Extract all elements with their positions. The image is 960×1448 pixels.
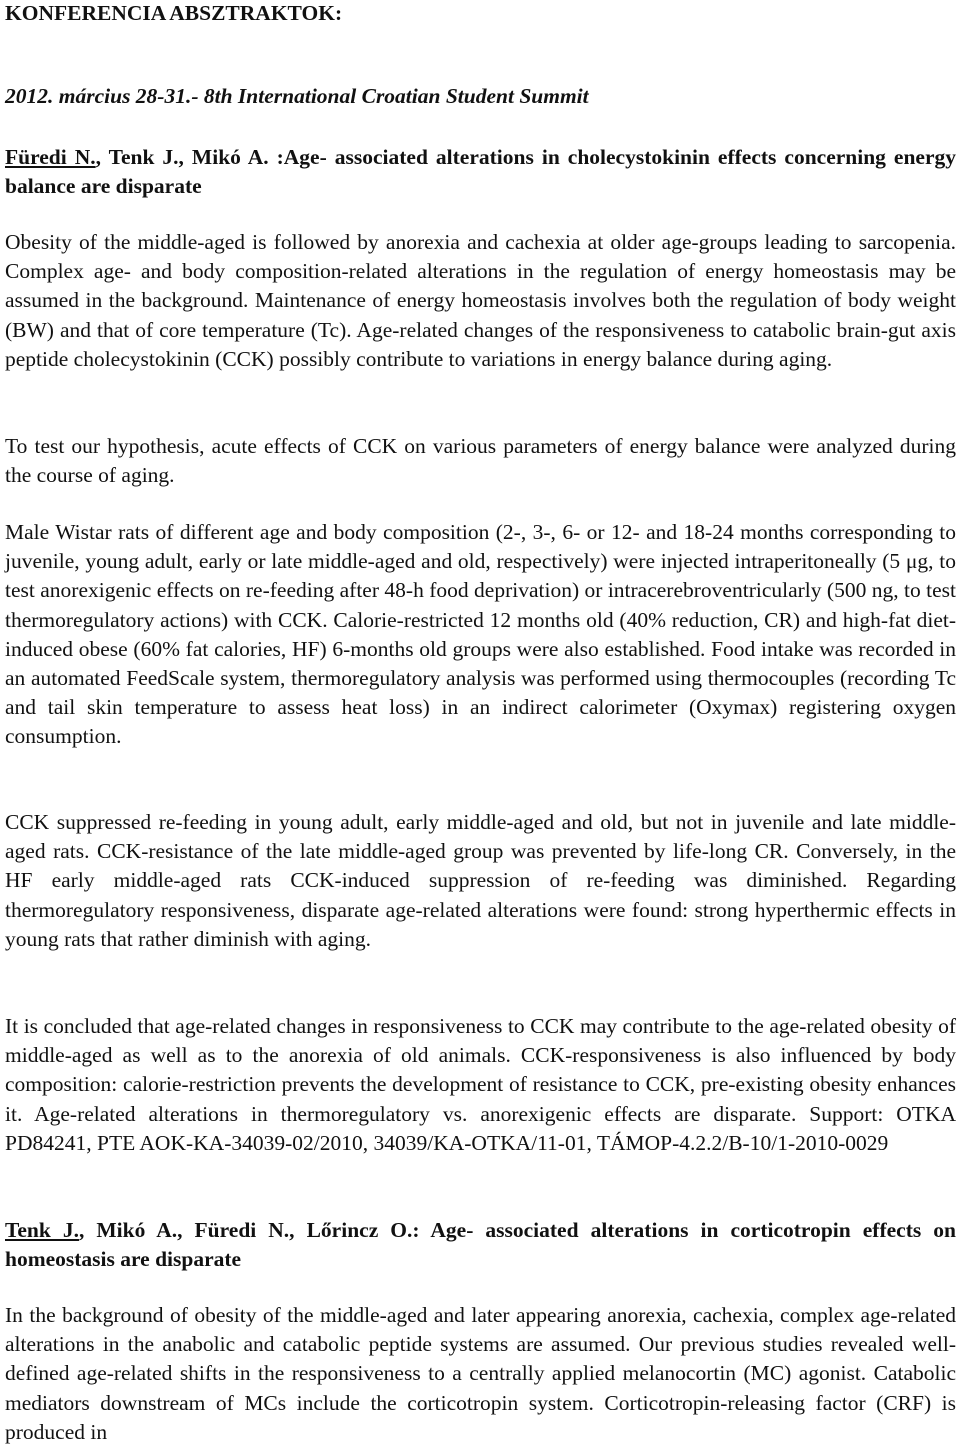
abstract-2-title: : Age- associated alterations in corticotropin effects on homeostasis are disparate (5, 1218, 956, 1271)
abstract-1-other-authors: , Tenk J., Mikó A. (95, 145, 269, 169)
abstract-2-other-authors: , Mikó A., Füredi N., Lőrincz O. (78, 1218, 413, 1242)
abstract-1-paragraph: Male Wistar rats of different age and body composition (2-, 3-, 6- or 12- and 18-24 months corresponding to juvenile, young adult, early or late middle-aged and old, respectively) were injected intraperitoneally (5 μg, to test anorexigenic effects on re-feeding after 48-h food deprivation) or intracerebroventricularly (500 ng, to test thermoregulatory actions) with CCK. Calorie-restricted 12 months old (40% reduction, CR) and high-fat diet-induced obese (60% fat calories, HF) 6-months old groups were also established. Food intake was recorded in an automated FeedScale system, thermoregulatory analysis was performed using thermocouples (recording Tc and tail skin temperature to assess heat loss) in an indirect calorimeter (Oxymax) registering oxygen consumption. (5, 520, 956, 749)
abstract-1-paragraph: It is concluded that age-related changes in responsiveness to CCK may contribute to the age-related obesity of middle-aged as well as to the anorexia of old animals. CCK-responsiveness is also influenced by body composition: calorie-restriction prevents the development of resistance to CCK, pre-existing obesity enhances it. Age-related alterations in thermoregulatory vs. anorexigenic effects are disparate. Support: OTKA PD84241, PTE AOK-KA-34039-02/2010, 34039/KA-OTKA/11-01, TÁMOP-4.2.2/B-10/1-2010-0029 (5, 1014, 956, 1155)
abstract-2-title-line (5, 1216, 956, 1274)
abstract-1-paragraph: Obesity of the middle-aged is followed by anorexia and cachexia at older age-groups leading to sarcopenia. Complex age- and body composition-related alterations in the regulation of energy homeostasis may be assumed in the background. Maintenance of energy homeostasis involves both the regulation of body weight (BW) and that of core temperature (Tc). Age-related changes of the responsiveness to catabolic brain-gut axis peptide cholecystokinin (CCK) possibly contribute to variations in energy balance during aging. (5, 230, 956, 371)
abstract-1-first-author: Füredi N. (5, 145, 96, 169)
document-page (5, 0, 956, 1444)
abstract-2-paragraph: In the background of obesity of the middle-aged and later appearing anorexia, cachexia, complex age-related alterations in the anabolic and catabolic peptide systems are assumed. Our previous studies revealed well-defined age-related shifts in the responsiveness to a centrally applied melanocortin (MC) agonist. Catabolic mediators downstream of MCs include the corticotropin system. Corticotropin-releasing factor (CRF) is produced in (5, 1303, 956, 1444)
abstract-1-title-line (5, 143, 956, 201)
conference-line: 2012. március 28-31.- 8th International Croatian Student Summit (5, 84, 589, 108)
abstract-1-paragraph: To test our hypothesis, acute effects of CCK on various parameters of energy balance were analyzed during the course of aging. (5, 434, 956, 488)
abstract-2-first-author: Tenk J. (5, 1218, 79, 1242)
page-title: KONFERENCIA ABSZTRAKTOK: (5, 1, 343, 25)
abstract-1-paragraph: CCK suppressed re-feeding in young adult, early middle-aged and old, but not in juvenile and late middle-aged rats. CCK-resistance of the late middle-aged group was prevented by life-long CR. Conversely, in the HF early middle-aged rats CCK-induced suppression of re-feeding was diminished. Regarding thermoregulatory responsiveness, disparate age-related alterations were found: strong hyperthermic effects in young rats that rather diminish with aging. (5, 810, 956, 951)
abstract-1-title: :Age- associated alterations in cholecystokinin effects concerning energy balance are disparate (5, 145, 956, 198)
